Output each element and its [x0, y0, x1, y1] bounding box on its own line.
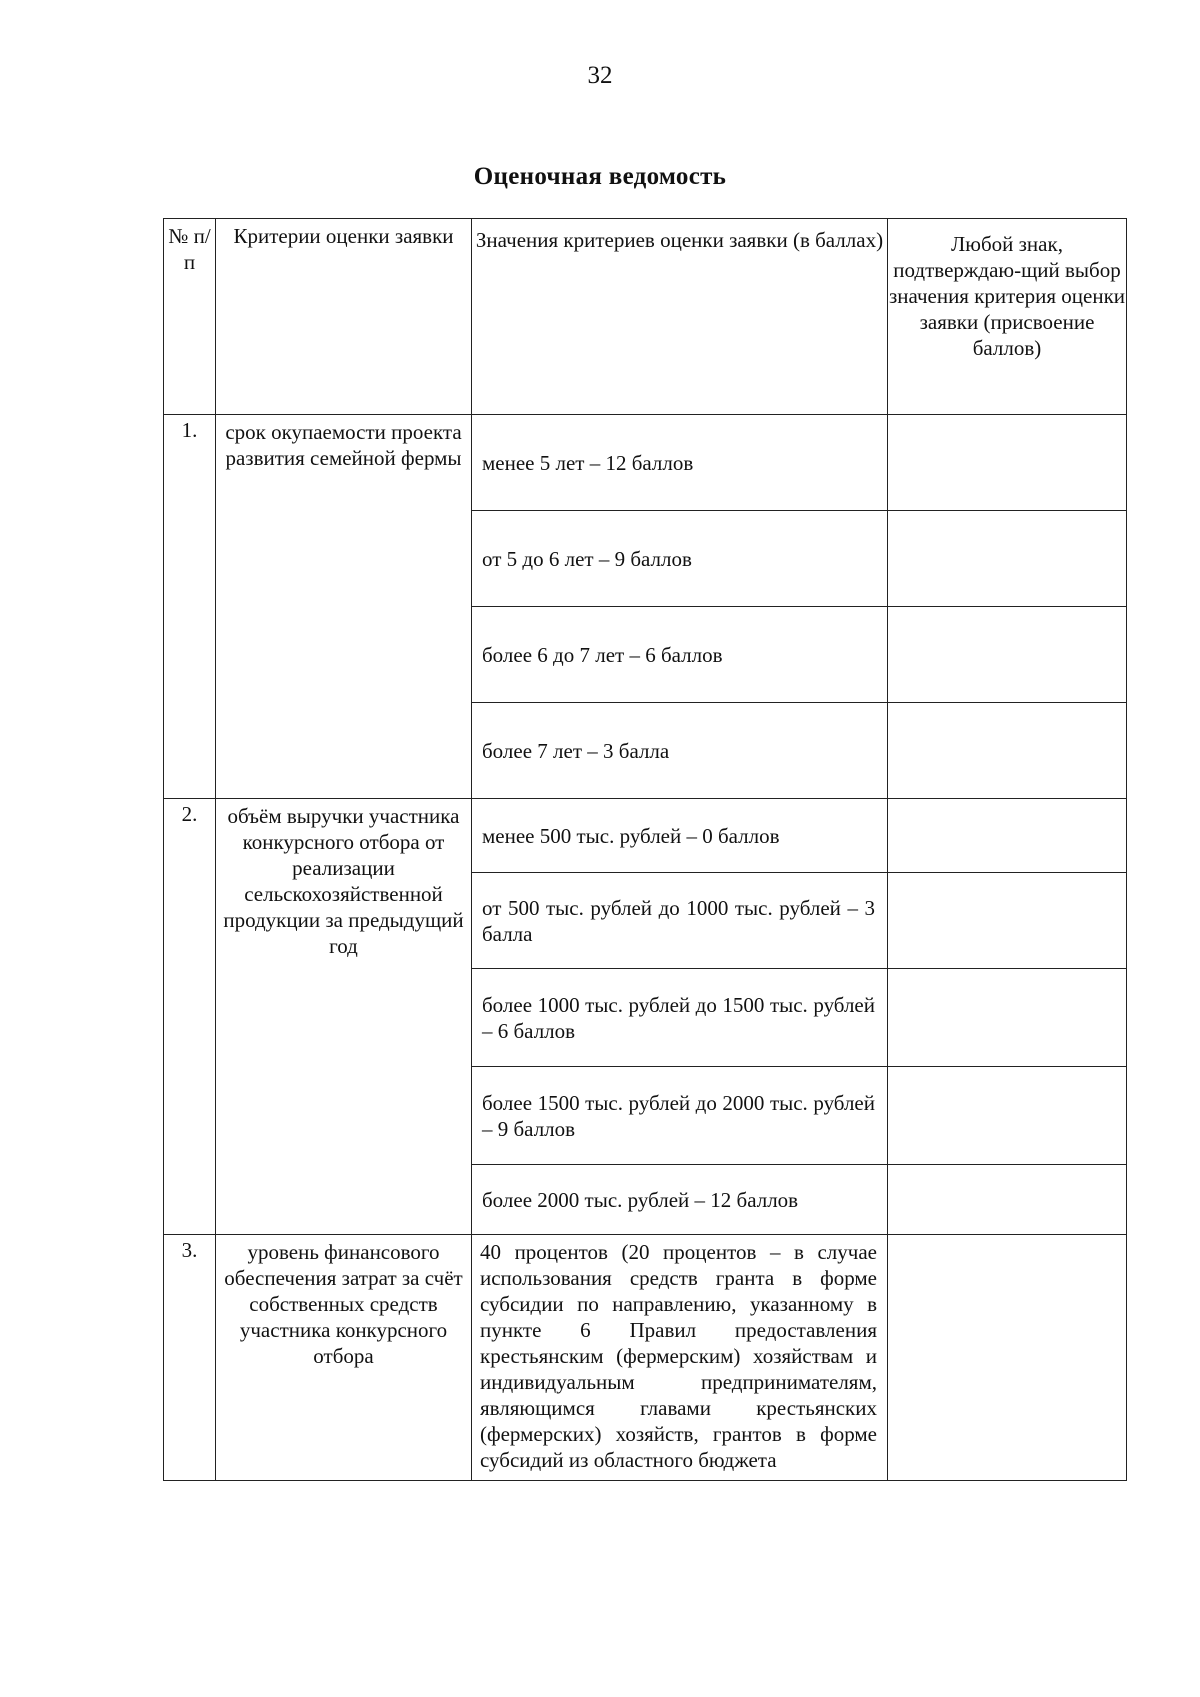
mark-cell[interactable]: [888, 873, 1127, 969]
mark-cell[interactable]: [888, 607, 1127, 703]
header-num-label: № п/п: [168, 224, 211, 274]
header-mark-label: Любой знак, подтверждаю-щий выбор значения критерия оценки заявки (присвоение баллов): [888, 232, 1126, 360]
header-row: [164, 219, 1127, 415]
table-row: [164, 1235, 1127, 1481]
value-cell: более 2000 тыс. рублей – 12 баллов: [472, 1165, 888, 1235]
mark-cell[interactable]: [888, 969, 1127, 1067]
header-values-label: Значения критериев оценки заявки (в баллах): [475, 228, 884, 252]
row-number: 3.: [164, 1235, 216, 1481]
value-cell: от 5 до 6 лет – 9 баллов: [472, 511, 888, 607]
header-criterion: [216, 219, 472, 415]
evaluation-table: [163, 218, 1127, 1481]
value-cell: от 500 тыс. рублей до 1000 тыс. рублей – 3 балла: [472, 873, 888, 969]
table-row: [164, 799, 1127, 873]
row-number: 2.: [164, 799, 216, 1235]
value-cell: более 7 лет – 3 балла: [472, 703, 888, 799]
value-cell: более 1000 тыс. рублей до 1500 тыс. рублей – 6 баллов: [472, 969, 888, 1067]
criterion-cell: уровень финансового обеспечения затрат за счёт собственных средств участника конкурсного отбора: [216, 1235, 472, 1481]
mark-cell[interactable]: [888, 1235, 1127, 1481]
value-cell: 40 процентов (20 процентов – в случае использования средств гранта в форме субсидии по направлению, указанному в пункте 6 Правил предоставления крестьянским (фермерским) хозяйствам и индивидуальным предпринимателям, являющимся главами крестьянских (фермерских) хозяйств, грантов в форме субсидий из областного бюджета: [472, 1235, 888, 1481]
mark-cell[interactable]: [888, 1165, 1127, 1235]
header-mark: [888, 219, 1127, 415]
value-cell: менее 5 лет – 12 баллов: [472, 415, 888, 511]
header-num: [164, 219, 216, 415]
mark-cell[interactable]: [888, 415, 1127, 511]
mark-cell[interactable]: [888, 1067, 1127, 1165]
document-title: Оценочная ведомость: [473, 163, 727, 190]
row-number: 1.: [164, 415, 216, 799]
header-criterion-label: Критерии оценки заявки: [233, 224, 454, 248]
header-values: [472, 219, 888, 415]
value-cell: более 6 до 7 лет – 6 баллов: [472, 607, 888, 703]
criterion-cell: объём выручки участника конкурсного отбора от реализации сельскохозяйственной продукции за предыдущий год: [216, 799, 472, 1235]
mark-cell[interactable]: [888, 703, 1127, 799]
page-number: 32: [587, 62, 613, 89]
criterion-cell: срок окупаемости проекта развития семейной фермы: [216, 415, 472, 799]
table-row: [164, 415, 1127, 511]
value-cell: более 1500 тыс. рублей до 2000 тыс. рублей – 9 баллов: [472, 1067, 888, 1165]
value-cell: менее 500 тыс. рублей – 0 баллов: [472, 799, 888, 873]
mark-cell[interactable]: [888, 799, 1127, 873]
mark-cell[interactable]: [888, 511, 1127, 607]
